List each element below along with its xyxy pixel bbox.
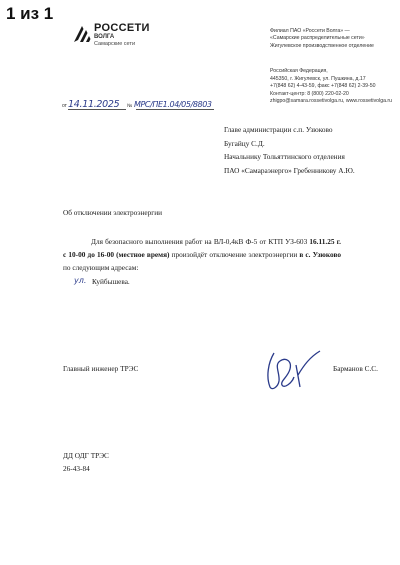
department-block [63,449,109,475]
reg-number-underline [136,109,214,110]
addressee-block [224,123,355,177]
department-phone: 26-43-84 [63,464,90,473]
body-location: в с. Узюково [299,249,341,259]
letter-subject: Об отключении электроэнергии [63,208,163,217]
signatory-title: Главный инженер ТРЭС [63,364,139,373]
street-handwritten-prefix: ул. [74,276,87,285]
rosseti-logo-icon [70,22,94,46]
street-name: Куйбышева. [92,277,130,286]
branch-line: Жигулевское производственное отделение [270,42,374,49]
contact-line: Контакт-центр: 8 (800) 220-02-20 [270,90,349,97]
contact-line: zhigpo@samara.rossetivolga.ru, www.rossetivolga.ru [270,98,393,105]
registration-line [64,101,214,111]
logo-text [94,22,150,48]
branch-block [270,28,374,50]
addressee-line: ПАО «Самараэнерго» Гребенникову А.Ю. [224,165,355,175]
reg-from-label: от [62,103,67,109]
contacts-block [270,68,392,106]
body-text-2: произойдёт отключение электроэнергии [169,249,300,259]
reg-date: 14.11.2025 [68,99,120,110]
body-text-1: Для безопасного выполнения работ на ВЛ-0,4кВ Ф-5 от КТП УЗ-603 [91,237,310,246]
logo-sub-volga: ВОЛГА [94,34,115,40]
branch-line: «Самарские распределительные сети» [270,35,365,42]
addressee-line: Бугайцу С.Д. [224,138,265,148]
letter-body [63,236,341,274]
reg-number: МРС/ПЕ1.04/05/8803 [134,100,212,109]
body-text-3: по следующим адресам: [63,262,139,272]
logo-sub-samara: Самарские сети [94,41,136,47]
page-counter: 1 из 1 [6,4,54,23]
contact-line: +7(848 62) 4-43-59, факс +7(848 62) 2-39-50 [270,83,376,90]
branch-line: Филиал ПАО «Россети Волга» — [270,28,350,34]
addressee-line: Начальнику Тольяттинского отделения [224,152,345,162]
logo-name: РОССЕТИ [94,22,150,34]
reg-no-label: № [127,103,133,109]
department-name: ДД ОДГ ТРЭС [63,451,109,460]
signature-icon [262,347,324,393]
contact-line: Российская Федерация, [270,68,328,74]
signatory-name: Барманов С.С. [333,364,378,373]
addressee-line: Главе администрации с.п. Узюково [224,125,333,134]
contact-line: 445350, г. Жигулевск, ул. Пушкина, д.17 [270,75,366,82]
body-outage-time: 16.11.25 г. с 10-00 до 16-00 (местное время) [63,237,341,259]
